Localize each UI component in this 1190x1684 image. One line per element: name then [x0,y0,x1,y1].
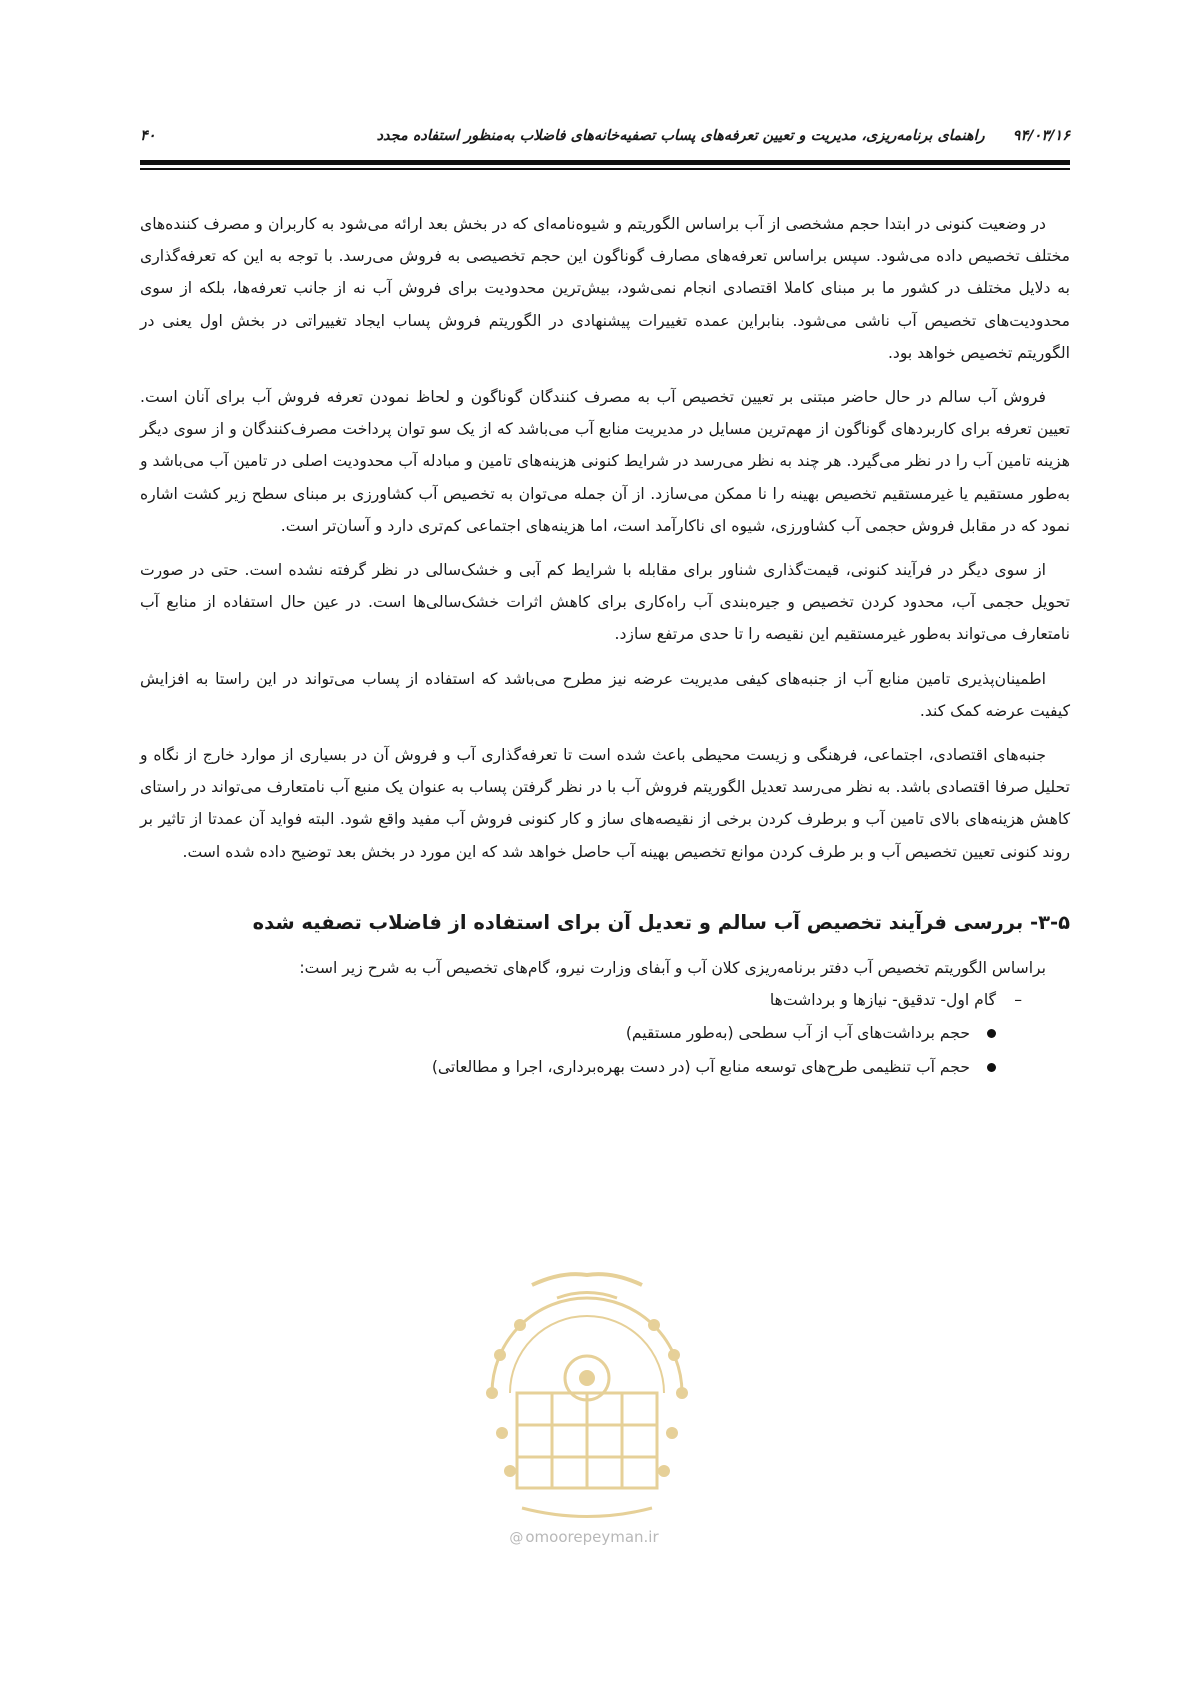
watermark-url-text: omoorepeyman.ir [525,1528,659,1546]
body-paragraph: فروش آب سالم در حال حاضر مبتنی بر تعیین تخصیص آب به مصرف کنندگان گوناگون و لحاظ نمودن تعرفه فروش آب برای آنان است. تعیین تعرفه برای کاربردهای گوناگون از مهم‌ترین مسایل در مدیریت منابع آب می‌باشد که از یک سو توان پرداخت مصرف‌کنندگان و از سوی دیگر هزینه تامین آب را در نظر می‌گیرد. هر چند به نظر می‌رسد در شرایط کنونی هزینه‌های تامین و مبادله آب محدودیت اصلی در تامین آب می‌باشد و به‌طور مستقیم یا غیرمستقیم تخصیص بهینه را نا ممکن می‌سازد. از آن جمله می‌توان به تخصیص آب کشاورزی بر مبنای سطح زیر کشت اشاره نمود که در مقابل فروش حجمی آب کشاورزی، شیوه ای ناکارآمد است، اما هزینه‌های اجتماعی کم‌تری دارد و آسان‌تر است. [140,388,1070,535]
running-title [377,128,1070,144]
list-item [140,1016,1070,1050]
bullet-list [140,1016,1070,1084]
step-item [140,984,1070,1016]
list-item [140,1050,1070,1084]
bullet-icon [987,1029,996,1038]
list-item-text: حجم برداشت‌های آب از آب سطحی (به‌طور مستقیم) [625,1023,970,1042]
list-item-text: حجم آب تنظیمی طرح‌های توسعه منابع آب (در دست بهره‌برداری، اجرا و مطالعاتی) [431,1057,970,1076]
watermark-url [474,1528,694,1546]
body-paragraph: جنبه‌های اقتصادی، اجتماعی، فرهنگی و زیست محیطی باعث شده است تا تعرفه‌گذاری آب و فروش آن در بسیاری از موارد خارج از نگاه و تحلیل صرفا اقتصادی باشد. به نظر می‌رسد تعدیل الگوریتم فروش آب با در نظر گرفتن پساب به عنوان یک منبع آب نامتعارف می‌تواند در راستای کاهش هزینه‌های بالای تامین آب و برطرف کردن برخی از نقیصه‌های ساز و کار کنونی فروش آب مفید واقع شود. البته فواید آن عمدتا از تاثیر بر روند کنونی تعیین تخصیص آب و بر طرف کردن موانع تخصیص بهینه آب حاصل خواهد شد که این مورد در بخش بعد توضیح داده شده است. [140,746,1070,861]
header-title: راهنمای برنامه‌ریزی، مدیریت و تعیین تعرفه‌های پساب تصفیه‌خانه‌های فاضلاب به‌منظور استفاده مجدد [376,128,985,144]
bullet-icon [987,1063,996,1072]
header-date: ۹۴/۰۳/۱۶ [1012,128,1070,144]
body-paragraph: در وضعیت کنونی در ابتدا حجم مشخصی از آب براساس الگوریتم و شیوه‌نامه‌ای که در بخش بعد ارائه می‌شود به کاربران و مصرف کننده‌های مختلف تخصیص داده می‌شود. سپس براساس تعرفه‌های مصارف گوناگون این حجم تخصیصی به فروش می‌رسد. با توجه به این که تعرفه‌گذاری به دلایل مختلف در کشور ما بر مبنای کاملا اقتصادی انجام نمی‌شود، بیش‌ترین محدودیت برای فروش آب نه از جانب تعرفه‌ها، بلکه از سوی محدودیت‌های تخصیص آب ناشی می‌شود. بنابراین عمده تغییرات پیشنهادی در الگوریتم فروش پساب ایجاد تغییراتی در بخش اول یعنی در الگوریتم تخصیص خواهد بود. [140,215,1070,362]
dash-marker: – [1014,990,1022,1009]
header-rule-thin [140,168,1070,170]
step-text: گام اول- تدقیق- نیازها و برداشت‌ها [769,990,996,1009]
watermark-seal-icon [462,1263,712,1528]
document-body [140,208,1070,1084]
section-heading: ۳-۵- بررسی فرآیند تخصیص آب سالم و تعدیل آن برای استفاده از فاضلاب تصفیه شده [252,910,1070,934]
body-paragraph: از سوی دیگر در فرآیند کنونی، قیمت‌گذاری شناور برای مقابله با شرایط کم آبی و خشک‌سالی در نظر گرفته نشده است. حتی در صورت تحویل حجمی آب، محدود کردن تخصیص و جیره‌بندی آب راه‌کاری برای کاهش اثرات خشک‌سالی‌ها است. در عین حال استفاده از منابع آب نامتعارف می‌تواند به‌طور غیرمستقیم این نقیصه را تا حدی مرتفع سازد. [140,561,1070,644]
page-header [140,128,1070,150]
header-rule-thick [140,160,1070,165]
page-number: ۴۰ [140,128,156,144]
section-intro: براساس الگوریتم تخصیص آب دفتر برنامه‌ریزی کلان آب و آبفای وزارت نیرو، گام‌های تخصیص آب به شرح زیر است: [299,958,1046,977]
body-paragraph: اطمینان‌پذیری تامین منابع آب از جنبه‌های کیفی مدیریت عرضه نیز مطرح می‌باشد که استفاده از پساب می‌تواند در این راستا به افزایش کیفیت عرضه کمک کند. [140,669,1070,720]
at-icon: @ [509,1530,524,1546]
